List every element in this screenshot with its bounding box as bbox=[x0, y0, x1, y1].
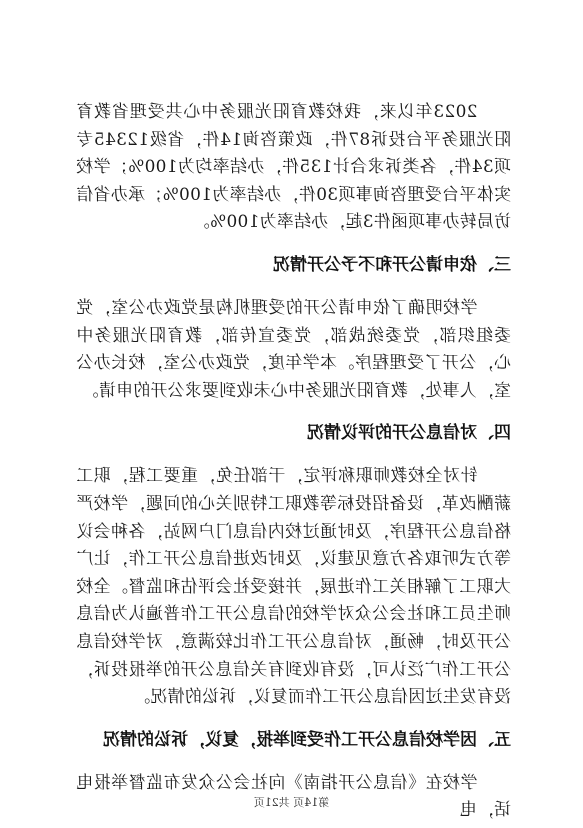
section-heading-4: 四、对信息公开的评议情况 bbox=[307, 423, 511, 444]
paragraph-disclosure-evaluation: 针对全校教师职称评定，干部任免，重要工程，职工薪酬改革，设备招投标等教职工特别关心的问题，学校严格信息公开程序，及时通过校内信息门户网站，各种会议等方式听取各方意见建议，及时改进信息公开工作，让广大职工了解相关工作进展，并接受社会评估和监督。全校师生员工和社会公众对学校的信息公开工作普遍认为信息公开及时，畅通，对信息公开工作比较满意，对学校信息公开工作广泛认可，没有收到有关信息公开的举报投诉，没有发生过因信息公开工作而复议，诉讼的情况。 bbox=[76, 465, 511, 707]
paragraph-reporting-hotline: 学校在《信息公开指南》向社会公众发布监督举报电话，电 bbox=[76, 771, 511, 820]
section-heading-5: 五、因学校信息公开工作受到举报，复议，诉讼的情况 bbox=[103, 729, 511, 750]
section-heading-3: 三、依申请公开和不予公开情况 bbox=[273, 254, 511, 275]
page-number-footer: 第14页 共21页 bbox=[253, 796, 330, 809]
document-body bbox=[76, 98, 511, 824]
paragraph-application-disclosure: 学校明确了依申请公开的受理机构是党政办公室，党委组织部，党委统战部，党委宣传部，教育阳光服务中心，公开了受理程序。本学年度，党政办公室，校长办公室，人事处，教育阳光服务中心未收到要求公开的申请。 bbox=[76, 296, 511, 400]
paragraph-complaints-summary: 2023年以来，我校教育阳光服务中心共受理省教育阳光服务平台投诉87件，政策咨询14件，省级12345专项34件，各类诉求合计135件，办结率均为100%；学校实体平台受理咨询事项30件，办结率为100%；承办省信访局转办事项函件3起，办结率为100%。 bbox=[76, 101, 511, 232]
